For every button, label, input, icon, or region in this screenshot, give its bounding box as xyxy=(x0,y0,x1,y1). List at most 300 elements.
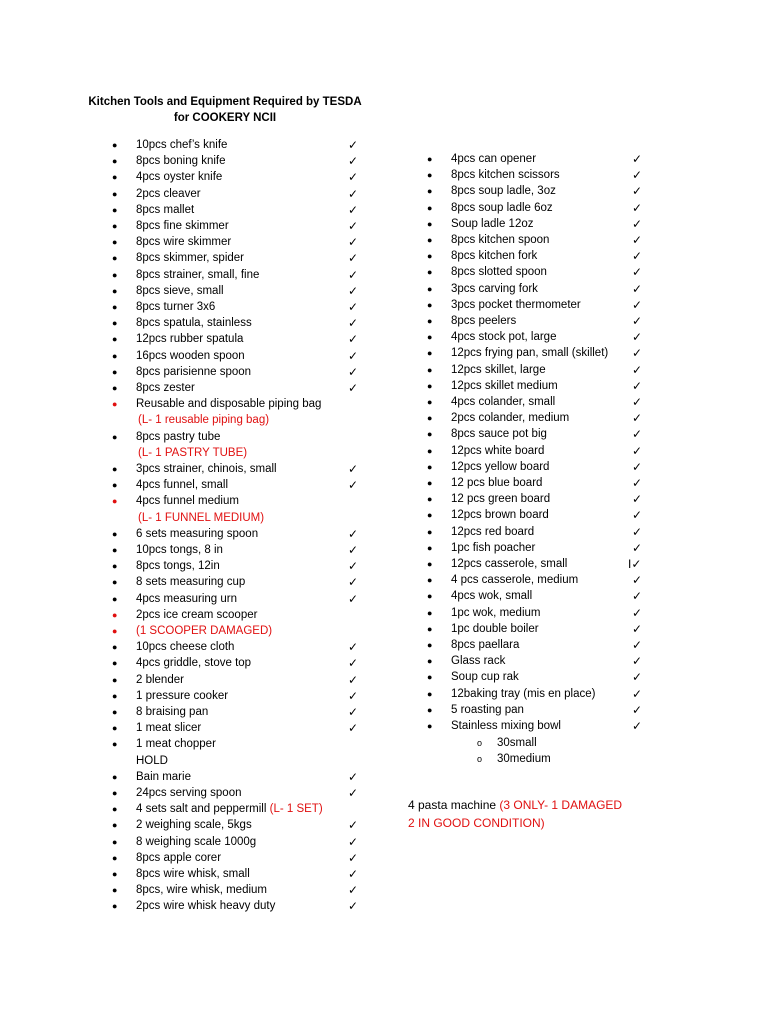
item-text: 8pcs paellara xyxy=(451,639,520,651)
checkmark-icon xyxy=(628,556,641,572)
item-text: 8 braising pan xyxy=(136,706,209,718)
item-text: 4pcs funnel medium xyxy=(136,495,239,508)
list-item xyxy=(112,704,372,720)
checkmark-icon xyxy=(632,264,642,280)
bullet-icon: ● xyxy=(112,561,118,572)
item-text: 1 meat slicer xyxy=(136,722,202,735)
bullet-icon: ● xyxy=(112,188,118,199)
item-text: 3pcs carving fork xyxy=(451,282,538,295)
check-glyph: ✓ xyxy=(348,543,359,557)
check-glyph: ✓ xyxy=(632,540,643,555)
list-item xyxy=(427,702,667,718)
checkmark-icon xyxy=(348,639,358,655)
list-item xyxy=(112,785,372,801)
list-item xyxy=(427,426,667,442)
checkmark-icon xyxy=(348,461,358,477)
list-item xyxy=(427,491,667,507)
check-glyph: ✓ xyxy=(348,381,359,395)
item-text: 12pcs skillet, large xyxy=(451,363,546,376)
checkmark-icon xyxy=(632,378,642,394)
bullet-icon: ● xyxy=(427,607,433,618)
check-glyph: ✓ xyxy=(632,184,643,199)
title-line-2: for COOKERY NCII xyxy=(173,112,277,124)
bullet-icon: ● xyxy=(112,545,118,555)
list-item xyxy=(427,248,667,264)
bullet-icon: ● xyxy=(112,172,118,183)
checkmark-icon xyxy=(632,443,642,459)
item-text: 4pcs can opener xyxy=(451,153,537,165)
check-glyph: ✓ xyxy=(348,834,359,849)
bullet-icon: ● xyxy=(112,399,118,410)
bullet-icon: ● xyxy=(427,154,433,164)
list-item xyxy=(112,348,372,364)
list-item xyxy=(112,898,372,914)
checkmark-icon xyxy=(348,672,358,688)
item-text: 8 sets measuring cup xyxy=(136,576,246,589)
list-item xyxy=(112,542,372,558)
bullet-icon: ● xyxy=(112,836,118,847)
list-item xyxy=(112,299,372,315)
list-item xyxy=(112,412,372,428)
list-item xyxy=(112,769,372,785)
check-glyph: ✓ xyxy=(348,640,359,655)
checkmark-icon xyxy=(632,183,642,199)
bullet-icon: ● xyxy=(112,156,118,167)
checkmark-icon xyxy=(348,380,358,396)
bullet-icon: ● xyxy=(427,640,433,650)
bullet-icon: ● xyxy=(427,267,433,278)
checkmark-icon xyxy=(348,526,358,542)
list-item xyxy=(112,445,372,461)
item-text: 8pcs turner 3x6 xyxy=(136,301,216,313)
check-glyph: ✓ xyxy=(632,621,643,636)
list-item xyxy=(112,137,372,153)
check-glyph: ✓ xyxy=(632,508,643,523)
checkmark-icon xyxy=(348,267,358,283)
check-glyph: ✓ xyxy=(632,524,643,539)
list-item xyxy=(112,267,372,283)
list-item xyxy=(112,510,372,526)
checkmark-icon xyxy=(348,331,358,347)
bullet-icon: ● xyxy=(427,397,433,407)
item-text: 4pcs griddle, stove top xyxy=(136,657,252,670)
bullet-icon: ● xyxy=(112,577,118,588)
item-text: 12pcs casserole, small xyxy=(451,558,568,570)
check-glyph: ✓ xyxy=(632,378,643,393)
check-glyph: ✓ xyxy=(348,867,359,881)
sub-item-text: 30medium xyxy=(497,753,551,765)
bullet-icon: ● xyxy=(112,885,118,896)
checkmark-icon xyxy=(632,572,642,588)
list-item xyxy=(112,234,372,250)
check-glyph: ✓ xyxy=(632,589,643,604)
checkmark-icon xyxy=(632,345,642,361)
bullet-icon: ● xyxy=(112,221,118,231)
bullet-icon: ● xyxy=(112,318,118,329)
list-item xyxy=(112,639,372,655)
check-glyph: ✓ xyxy=(348,883,359,898)
bullet-icon: ● xyxy=(112,237,118,248)
item-text: 4pcs measuring urn xyxy=(136,592,237,605)
item-text: 8pcs boning knife xyxy=(136,155,226,168)
bullet-icon: ● xyxy=(112,204,118,215)
pasta-machine-note xyxy=(408,796,622,832)
bullet-icon: ● xyxy=(427,704,433,715)
item-text: 6 sets measuring spoon xyxy=(136,527,259,540)
check-glyph: ✓ xyxy=(632,492,643,507)
list-item xyxy=(427,556,667,572)
check-glyph: ✓ xyxy=(632,281,643,296)
item-text: 8pcs peelers xyxy=(451,315,517,327)
item-text: 10pcs cheese cloth xyxy=(136,641,235,654)
check-glyph: ✓ xyxy=(632,719,643,733)
checkmark-icon xyxy=(632,653,642,669)
bullet-icon: ● xyxy=(427,721,433,731)
check-glyph: ✓ xyxy=(632,411,643,426)
check-glyph: ✓ xyxy=(348,235,359,250)
list-item xyxy=(427,637,667,653)
bullet-icon: ● xyxy=(427,251,433,262)
check-glyph: ✓ xyxy=(348,688,359,703)
checkmark-icon xyxy=(348,169,358,185)
checkmark-icon xyxy=(348,769,358,785)
list-item xyxy=(112,655,372,671)
checkmark-icon xyxy=(632,426,642,442)
checkmark-icon xyxy=(632,491,642,507)
item-text: 8pcs spatula, stainless xyxy=(136,317,252,330)
item-text: 12 pcs green board xyxy=(451,493,551,506)
list-item xyxy=(427,297,667,313)
item-text: 4 pcs casserole, medium xyxy=(451,574,579,587)
bullet-icon: ● xyxy=(427,413,433,424)
list-item xyxy=(427,151,667,167)
check-glyph: ✓ xyxy=(632,249,643,264)
item-text: 4pcs oyster knife xyxy=(136,171,223,184)
bullet-icon: ● xyxy=(427,688,433,699)
check-glyph: ✓ xyxy=(348,154,359,169)
checkmark-icon xyxy=(632,540,642,556)
bullet-icon: ● xyxy=(427,494,433,505)
item-text: 4pcs wok, small xyxy=(451,590,533,603)
check-glyph: ✓ xyxy=(348,850,359,865)
list-item xyxy=(427,216,667,232)
checkmark-icon xyxy=(632,313,642,329)
item-text: 8pcs kitchen fork xyxy=(451,250,538,263)
item-text: 8pcs parisienne spoon xyxy=(136,365,252,378)
check-glyph: ✓ xyxy=(632,654,643,669)
bullet-icon: ● xyxy=(112,285,118,296)
right-equipment-list xyxy=(427,151,667,771)
bullet-icon: ● xyxy=(112,642,118,653)
item-text: 8pcs kitchen spoon xyxy=(451,234,550,246)
checkmark-icon xyxy=(348,153,358,169)
bullet-icon: ● xyxy=(112,383,118,393)
item-text: 24pcs serving spoon xyxy=(136,787,242,799)
item-text: (L- 1 PASTRY TUBE) xyxy=(138,446,248,459)
check-glyph: ✓ xyxy=(348,818,359,833)
item-text: Soup cup rak xyxy=(451,671,519,684)
list-item xyxy=(112,477,372,493)
item-text: 16pcs wooden spoon xyxy=(136,349,245,362)
check-glyph: ✓ xyxy=(348,219,359,233)
bullet-icon: ● xyxy=(112,788,118,798)
bullet-icon: ● xyxy=(427,461,433,472)
check-glyph: ✓ xyxy=(348,316,359,331)
list-item xyxy=(112,493,372,509)
list-item xyxy=(427,264,667,280)
checkmark-icon xyxy=(632,524,642,540)
check-glyph: ✓ xyxy=(632,346,643,361)
list-item xyxy=(427,329,667,345)
list-item xyxy=(112,526,372,542)
bullet-icon: ● xyxy=(427,591,433,602)
check-glyph: ✓ xyxy=(348,267,359,282)
list-item xyxy=(112,202,372,218)
page-title xyxy=(60,94,390,126)
checkmark-icon xyxy=(348,299,358,315)
checkmark-icon xyxy=(348,785,358,801)
bullet-icon: ● xyxy=(112,431,118,442)
list-item xyxy=(112,574,372,590)
list-item xyxy=(427,669,667,685)
check-glyph: ✓ xyxy=(632,702,643,717)
bullet-icon: ● xyxy=(112,820,118,831)
checkmark-icon xyxy=(348,137,358,153)
list-item xyxy=(427,475,667,491)
bullet-icon: ● xyxy=(427,364,433,375)
bullet-icon: ● xyxy=(112,901,118,912)
check-glyph: ✓ xyxy=(632,297,643,312)
list-item xyxy=(427,605,667,621)
check-glyph: ✓ xyxy=(632,168,643,183)
bullet-icon: ● xyxy=(112,480,118,491)
bullet-icon: ● xyxy=(112,804,118,815)
checkmark-icon xyxy=(348,898,358,914)
item-text: 4 sets salt and peppermill xyxy=(136,803,270,816)
check-glyph: ✓ xyxy=(348,348,359,363)
check-glyph: ✓ xyxy=(348,899,359,914)
list-item xyxy=(112,169,372,185)
bullet-icon: ● xyxy=(427,542,433,553)
list-item xyxy=(112,866,372,882)
item-text: 4pcs stock pot, large xyxy=(451,331,557,344)
item-text: 8pcs soup ladle, 3oz xyxy=(451,185,556,198)
check-prefix: I xyxy=(628,557,632,571)
checkmark-icon xyxy=(632,167,642,183)
bullet-icon: ● xyxy=(112,869,118,879)
check-glyph: ✓ xyxy=(632,443,643,458)
item-text: 10pcs chef’s knife xyxy=(136,139,228,151)
check-glyph: ✓ xyxy=(632,459,643,474)
checkmark-icon xyxy=(632,475,642,491)
list-item xyxy=(427,459,667,475)
check-glyph: ✓ xyxy=(348,559,359,574)
item-text: 1pc fish poacher xyxy=(451,541,536,554)
checkmark-icon xyxy=(632,459,642,475)
item-text: (L- 1 reusable piping bag) xyxy=(138,414,270,427)
item-text: 2pcs cleaver xyxy=(136,187,201,200)
checkmark-icon xyxy=(632,329,642,345)
checkmark-icon xyxy=(632,669,642,685)
checkmark-icon xyxy=(632,216,642,232)
checkmark-icon xyxy=(632,686,642,702)
item-text: 12pcs frying pan, small (skillet) xyxy=(451,347,609,360)
bullet-icon: ● xyxy=(427,186,433,197)
bullet-icon: ● xyxy=(112,366,118,377)
check-glyph: ✓ xyxy=(632,330,643,345)
checkmark-icon xyxy=(348,591,358,607)
item-text: 8pcs mallet xyxy=(136,203,195,216)
check-glyph: ✓ xyxy=(632,216,643,231)
item-text: 12pcs white board xyxy=(451,444,545,457)
bullet-icon: ● xyxy=(427,510,433,521)
check-glyph: ✓ xyxy=(632,200,643,215)
item-text: 2pcs colander, medium xyxy=(451,412,570,425)
bullet-icon: ● xyxy=(112,707,118,717)
checkmark-icon xyxy=(348,688,358,704)
check-glyph: ✓ xyxy=(348,283,359,298)
bullet-icon: ● xyxy=(112,140,118,150)
bullet-icon: ● xyxy=(112,771,118,782)
checkmark-icon xyxy=(632,394,642,410)
list-item xyxy=(427,183,667,199)
bullet-icon: ● xyxy=(427,283,433,294)
check-glyph: ✓ xyxy=(632,670,643,685)
bullet-icon: ● xyxy=(427,623,433,634)
item-text: 8pcs strainer, small, fine xyxy=(136,268,260,281)
check-glyph: ✓ xyxy=(632,573,643,588)
checkmark-icon xyxy=(632,588,642,604)
item-text: 12pcs skillet medium xyxy=(451,379,558,392)
check-glyph: ✓ xyxy=(348,478,359,493)
checkmark-icon xyxy=(632,507,642,523)
list-item xyxy=(427,313,667,329)
check-glyph: ✓ xyxy=(348,202,359,217)
list-item xyxy=(427,345,667,361)
item-text: 8pcs, wire whisk, medium xyxy=(136,884,268,897)
bullet-icon: ● xyxy=(427,380,433,391)
bullet-icon: ● xyxy=(427,299,433,310)
bullet-icon: ● xyxy=(427,656,433,667)
item-text: Bain marie xyxy=(136,770,191,783)
bullet-icon: ● xyxy=(427,332,433,343)
checkmark-icon xyxy=(348,542,358,558)
bullet-icon: ● xyxy=(112,528,118,539)
item-text: 12pcs yellow board xyxy=(451,460,550,473)
check-glyph: ✓ xyxy=(348,786,359,800)
check-glyph: ✓ xyxy=(632,686,643,701)
checkmark-icon xyxy=(348,655,358,671)
checkmark-icon xyxy=(348,574,358,590)
item-text: 8pcs slotted spoon xyxy=(451,266,547,279)
list-item xyxy=(427,718,667,734)
checkmark-icon xyxy=(632,248,642,264)
item-red-note: (L- 1 SET) xyxy=(269,803,323,816)
list-item xyxy=(112,364,372,380)
item-text: Soup ladle 12oz xyxy=(451,217,534,230)
bullet-icon: ● xyxy=(427,316,433,326)
item-text: 8pcs wire whisk, small xyxy=(136,868,250,880)
bullet-icon: ● xyxy=(112,690,118,701)
item-text: 1pc wok, medium xyxy=(451,606,541,619)
list-item xyxy=(427,200,667,216)
list-item xyxy=(427,653,667,669)
bullet-icon: ● xyxy=(112,609,118,620)
list-item xyxy=(112,461,372,477)
list-item xyxy=(112,153,372,169)
bullet-icon: ● xyxy=(427,348,433,359)
checkmark-icon xyxy=(348,234,358,250)
checkmark-icon xyxy=(632,410,642,426)
mixing-bowl-sublist xyxy=(477,735,597,775)
item-text: 12pcs rubber spatula xyxy=(136,333,244,346)
checkmark-icon xyxy=(632,151,642,167)
item-text: 2 weighing scale, 5kgs xyxy=(136,819,252,832)
item-text: 8pcs tongs, 12in xyxy=(136,560,220,573)
sub-item-text: 30small xyxy=(497,737,537,749)
bullet-icon: ● xyxy=(427,170,433,181)
bullet-icon: ● xyxy=(112,302,118,312)
checkmark-icon xyxy=(632,232,642,248)
checkmark-icon xyxy=(348,202,358,218)
bullet-icon: ● xyxy=(427,445,433,456)
list-item xyxy=(112,331,372,347)
check-glyph: ✓ xyxy=(348,526,359,541)
bullet-icon: ● xyxy=(427,575,433,586)
circle-bullet-icon: o xyxy=(477,754,483,764)
checkmark-icon xyxy=(348,477,358,493)
item-text: 1pc double boiler xyxy=(451,622,539,635)
pasta-note-red-2: 2 IN GOOD CONDITION) xyxy=(408,816,545,830)
item-text: 4pcs colander, small xyxy=(451,396,556,408)
left-equipment-list xyxy=(112,137,372,917)
list-item xyxy=(427,621,667,637)
check-glyph: ✓ xyxy=(348,672,359,687)
list-item xyxy=(112,558,372,574)
check-glyph: ✓ xyxy=(632,152,643,166)
bullet-icon: ● xyxy=(112,852,118,863)
item-text: 3pcs pocket thermometer xyxy=(451,298,581,311)
bullet-icon: ● xyxy=(112,334,118,345)
list-item xyxy=(112,672,372,688)
check-glyph: ✓ xyxy=(348,769,359,784)
check-glyph: ✓ xyxy=(348,251,359,266)
list-item xyxy=(112,396,372,412)
list-item xyxy=(427,443,667,459)
item-text: 8pcs kitchen scissors xyxy=(451,169,560,182)
item-text: 12pcs red board xyxy=(451,525,535,538)
item-text: Glass rack xyxy=(451,655,506,668)
checkmark-icon xyxy=(632,281,642,297)
check-glyph: ✓ xyxy=(348,170,359,185)
bullet-icon: ● xyxy=(427,235,433,245)
check-glyph: ✓ xyxy=(348,575,359,590)
list-item xyxy=(112,817,372,833)
check-glyph: ✓ xyxy=(632,265,643,280)
list-item xyxy=(112,736,372,752)
list-item xyxy=(112,607,372,623)
bullet-icon: ● xyxy=(112,723,118,734)
checkmark-icon xyxy=(632,621,642,637)
list-item xyxy=(427,362,667,378)
list-item xyxy=(427,232,667,248)
circle-bullet-icon: o xyxy=(477,738,483,748)
checkmark-icon xyxy=(632,200,642,216)
check-glyph: ✓ xyxy=(348,332,359,347)
item-text: 12pcs brown board xyxy=(451,509,549,522)
checkmark-icon xyxy=(348,834,358,850)
bullet-icon: ● xyxy=(112,658,118,669)
